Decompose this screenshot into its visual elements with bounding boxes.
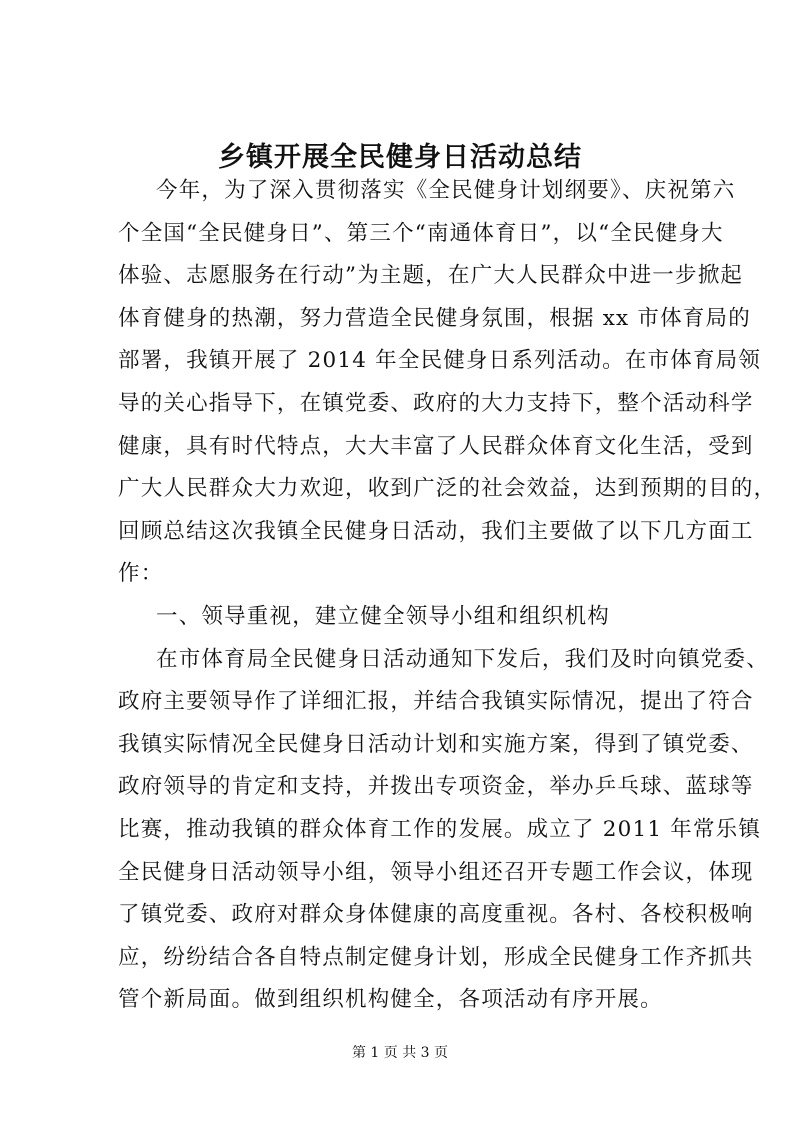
paragraph-line: 全民健身日活动领导小组，领导小组还召开专题工作会议，体现 <box>118 859 754 885</box>
paragraph-line: 回顾总结这次我镇全民健身日活动，我们主要做了以下几方面工 <box>118 518 754 544</box>
paragraph-line: 部署，我镇开展了 2014 年全民健身日系列活动。在市体育局领 <box>118 348 762 374</box>
section-heading: 一、领导重视，建立健全领导小组和组织机构 <box>156 603 611 629</box>
paragraph-line: 今年，为了深入贯彻落实《全民健身计划纲要》、庆祝第六 <box>156 178 736 203</box>
paragraph-line: 体验、志愿服务在行动”为主题，在广大人民群众中进一步掀起 <box>118 263 744 289</box>
page-footer: 第 1 页 共 3 页 <box>351 1045 449 1061</box>
paragraph-line: 应，纷纷结合各自特点制定健身计划，形成全民健身工作齐抓共 <box>118 944 754 970</box>
paragraph-line: 广大人民群众大力欢迎，收到广泛的社会效益，达到预期的目的， <box>118 476 777 502</box>
paragraph-line: 比赛，推动我镇的群众体育工作的发展。成立了 2011 年常乐镇 <box>118 816 762 842</box>
paragraph-line: 作： <box>118 561 164 587</box>
paragraph-line: 管个新局面。做到组织机构健全，各项活动有序开展。 <box>118 987 663 1013</box>
document-title: 乡镇开展全民健身日活动总结 <box>218 142 582 173</box>
paragraph-line: 我镇实际情况全民健身日活动计划和实施方案，得到了镇党委、 <box>118 731 754 757</box>
paragraph-line: 政府领导的肯定和支持，并拨出专项资金，举办乒乓球、蓝球等 <box>118 774 754 800</box>
paragraph-line: 政府主要领导作了详细汇报，并结合我镇实际情况，提出了符合 <box>118 689 754 715</box>
paragraph-line: 个全国“全民健身日”、第三个“南通体育日”，以“全民健身大 <box>118 220 724 246</box>
paragraph-line: 导的关心指导下，在镇党委、政府的大力支持下，整个活动科学 <box>118 390 754 416</box>
paragraph-line: 健康，具有时代特点，大大丰富了人民群众体育文化生活，受到 <box>118 433 754 459</box>
paragraph-line: 在市体育局全民健身日活动通知下发后，我们及时向镇党委、 <box>156 646 769 672</box>
paragraph-line: 了镇党委、政府对群众身体健康的高度重视。各村、各校积极响 <box>118 902 754 928</box>
document-body <box>118 170 777 1022</box>
paragraph-line: 体育健身的热潮，努力营造全民健身氛围，根据 xx 市体育局的 <box>118 305 751 331</box>
